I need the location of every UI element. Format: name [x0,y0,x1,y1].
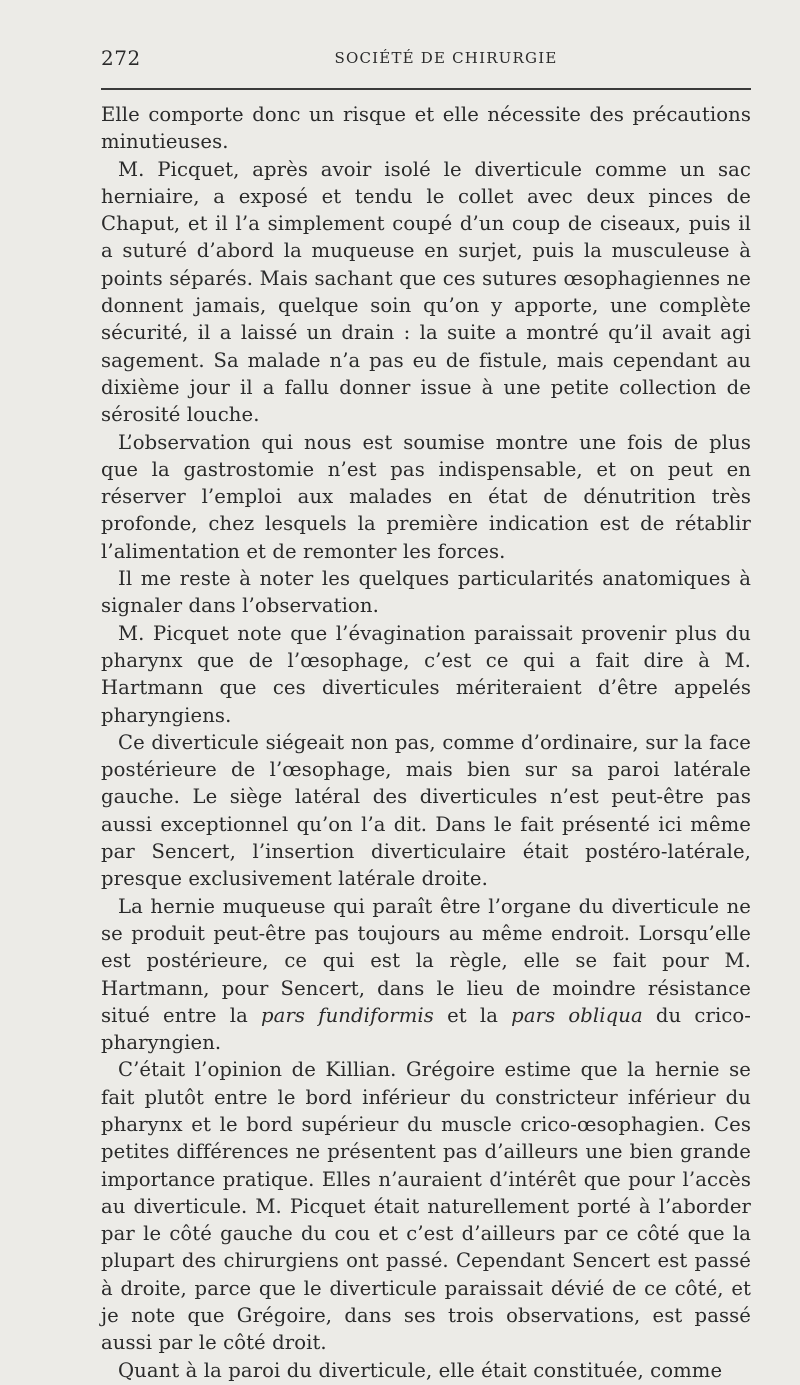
italic-term: pars fundiformis [261,1003,434,1027]
text-run: La hernie muqueuse qui paraît être l’organe du diverticule ne se produit peut-être pas toujours au même endroit. Lorsqu’elle est postérieure, ce qui est la règle, elle se fait pour M. Hartmann, pour Sencert, dans le lieu de moindre résistance situé entre la [101,894,751,1027]
running-title: SOCIÉTÉ DE CHIRURGIE [334,49,558,67]
paragraph: C’était l’opinion de Killian. Grégoire estime que la hernie se fait plutôt entre le bord inférieur du constricteur inférieur du pharynx et le bord supérieur du muscle crico-œsophagien. Ces petites différences ne présentent pas d’ailleurs une bien grande importance pratique. Elles n’auraient d’intérêt que pour l’accès au diverticule. M. Picquet était naturellement porté à l’aborder par le côté gauche du cou et c’est d’ailleurs par ce côté que la plupart des chirurgiens ont passé. Cependant Sencert est passé à droite, parce que le diverticule paraissait dévié de ce côté, et je note que Grégoire, dans ses trois observations, est passé aussi par le côté droit. [101,1058,751,1355]
body-text [101,101,751,1384]
paragraph: Ce diverticule siégeait non pas, comme d’ordinaire, sur la face postérieure de l’œsophage, mais bien sur sa paroi latérale gauche. Le siège latéral des diverticules n’est peut-être pas aussi exceptionnel qu’on l’a dit. Dans le fait présenté ici même par Sencert, l’insertion diverticulaire était postéro-latérale, presque exclusivement latérale droite. [101,730,751,891]
page-number: 272 [101,46,141,70]
text-run: du crico-pharyngien. [101,1003,752,1055]
paragraph: Elle comporte donc un risque et elle nécessite des précautions minutieuses. [101,103,751,154]
paragraph: Quant à la paroi du diverticule, elle était constituée, comme [118,1358,723,1382]
paragraph: M. Picquet, après avoir isolé le diverticule comme un sac herniaire, a exposé et tendu le collet avec deux pinces de Chaput, et il l’a simplement coupé d’un coup de ciseaux, puis il a suturé d’abord la muqueuse en surjet, puis la musculeuse à points séparés. Mais sachant que ces sutures œsophagiennes ne donnent jamais, quelque soin qu’on y apporte, une complète sécurité, il a laissé un drain : la suite a montré qu’il avait agi sagement. Sa malade n’a pas eu de fistule, mais cependant au dixième jour il a fallu donner issue à une petite collection de sérosité louche. [101,157,751,427]
page-header [101,44,751,74]
paragraph [101,893,751,1057]
header-rule [101,88,751,90]
italic-term: pars obliqua [511,1003,643,1027]
paragraph: L’observation qui nous est soumise montre une fois de plus que la gastrostomie n’est pas indispensable, et on peut en réserver l’emploi aux malades en état de dénutrition très profonde, chez lesquels la première indication est de rétablir l’alimentation et de remonter les forces. [101,430,751,563]
text-run: et la [433,1003,512,1027]
paragraph: M. Picquet note que l’évagination paraissait provenir plus du pharynx que de l’œsophage, c’est ce qui a fait dire à M. Hartmann que ces diverticules mériteraient d’être appelés pharyngiens. [101,621,751,727]
paragraph: Il me reste à noter les quelques particularités anatomiques à signaler dans l’observation. [101,567,751,618]
